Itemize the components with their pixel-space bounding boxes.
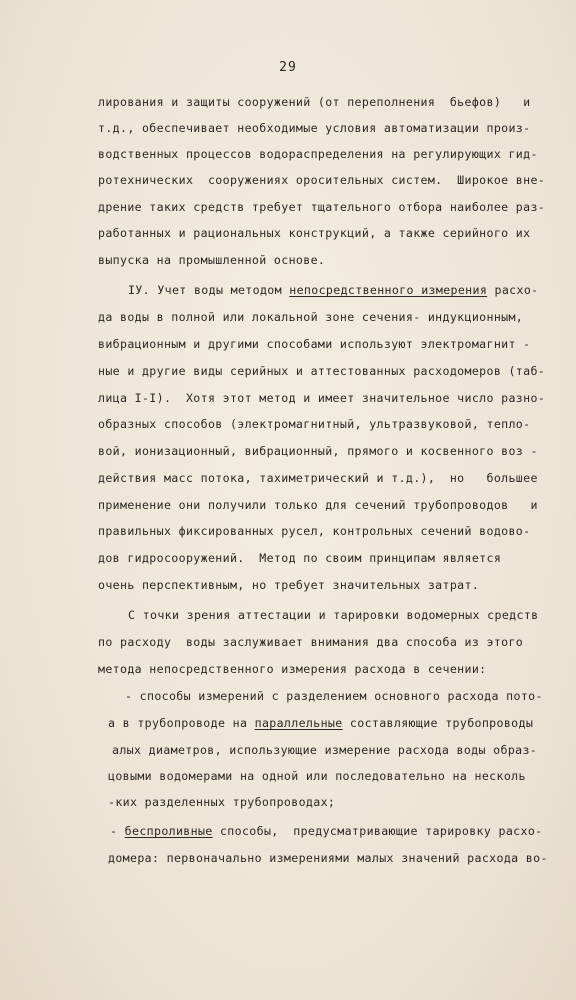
text-segment: по расходу воды заслуживает внимания два способа из этого bbox=[98, 635, 524, 649]
text-segment: т.д., обеспечивает необходимые условия автоматизации произ- bbox=[98, 121, 531, 135]
text-line bbox=[0, 390, 576, 406]
text-segment: правильных фиксированных русел, контрольных сечений водово- bbox=[98, 524, 531, 538]
text-segment: дов гидросооружений. Метод по своим принципам является bbox=[98, 551, 502, 565]
text-segment: да воды в полной или локальной зоне сечения- индукционным, bbox=[98, 310, 524, 324]
text-line bbox=[0, 282, 576, 298]
text-line bbox=[0, 607, 576, 623]
text-line bbox=[0, 850, 576, 866]
underlined-text: параллельные bbox=[254, 716, 343, 730]
text-segment: С точки зрения аттестации и тарировки водомерных средств bbox=[128, 608, 539, 622]
text-segment: действия масс потока, тахиметрический и т.д.), но большее bbox=[98, 471, 538, 485]
text-line bbox=[0, 715, 576, 731]
text-line bbox=[0, 470, 576, 486]
text-segment: вой, ионизационный, вибрационный, прямого и косвенного воз - bbox=[98, 444, 538, 458]
text-segment: работанных и рациональных конструкций, а также серийного их bbox=[98, 226, 531, 240]
text-segment: вибрационным и другими способами используют электромагнит - bbox=[98, 337, 531, 351]
text-segment: лирования и защиты сооружений (от переполнения бьефов) и bbox=[98, 95, 531, 109]
text-line bbox=[0, 416, 576, 432]
underlined-text: беспроливные bbox=[124, 824, 213, 838]
text-segment: IУ. Учет воды методом bbox=[128, 283, 290, 297]
text-segment: составляющие трубопроводы bbox=[342, 716, 534, 730]
text-line bbox=[0, 823, 576, 839]
text-segment: образных способов (электромагнитный, ультразвуковой, тепло- bbox=[98, 417, 531, 431]
text-line bbox=[0, 443, 576, 459]
text-segment: водственных процессов водораспределения на регулирующих гид- bbox=[98, 147, 538, 161]
text-line bbox=[0, 146, 576, 162]
text-segment: выпуска на промышленной основе. bbox=[98, 253, 326, 267]
page-number: 29 bbox=[279, 60, 297, 75]
text-line bbox=[0, 688, 576, 704]
text-segment: способы, предусматривающие тарировку расхо- bbox=[212, 824, 543, 838]
text-line bbox=[0, 172, 576, 188]
text-segment: - способы измерений с разделением основного расхода пото- bbox=[125, 689, 543, 703]
text-line bbox=[0, 634, 576, 650]
text-line bbox=[0, 497, 576, 513]
text-segment: лица I-I). Хотя этот метод и имеет значительное число разно- bbox=[98, 391, 546, 405]
text-line bbox=[0, 794, 576, 810]
text-segment: цовыми водомерами на одной или последовательно на несколь bbox=[108, 769, 526, 783]
underlined-text: непосредственного измерения bbox=[289, 283, 488, 297]
text-line bbox=[0, 309, 576, 325]
text-line bbox=[0, 199, 576, 215]
text-line bbox=[0, 363, 576, 379]
text-line bbox=[0, 577, 576, 593]
text-line bbox=[0, 120, 576, 136]
text-line bbox=[0, 252, 576, 268]
text-line bbox=[0, 768, 576, 784]
text-line bbox=[0, 742, 576, 758]
text-segment: - bbox=[110, 824, 125, 838]
text-segment: а в трубопроводе на bbox=[108, 716, 255, 730]
text-segment: дрение таких средств требует тщательного отбора наиболее раз- bbox=[98, 200, 546, 214]
text-segment: расхо- bbox=[487, 283, 539, 297]
text-line bbox=[0, 523, 576, 539]
text-line bbox=[0, 336, 576, 352]
text-segment: -ких разделенных трубопроводах; bbox=[108, 795, 336, 809]
text-line bbox=[0, 94, 576, 110]
text-line bbox=[0, 225, 576, 241]
text-segment: алых диаметров, использующие измерение расхода воды образ- bbox=[112, 743, 538, 757]
text-segment: ные и другие виды серийных и аттестованных расходомеров (таб- bbox=[98, 364, 546, 378]
text-segment: ротехнических сооружениях оросительных систем. Широкое вне- bbox=[98, 173, 546, 187]
text-line bbox=[0, 550, 576, 566]
text-segment: домера: первоначально измерениями малых значений расхода во- bbox=[108, 851, 548, 865]
text-line bbox=[0, 661, 576, 677]
text-segment: очень перспективным, но требует значительных затрат. bbox=[98, 578, 480, 592]
text-segment: метода непосредственного измерения расхода в сечении: bbox=[98, 662, 487, 676]
text-segment: применение они получили только для сечений трубопроводов и bbox=[98, 498, 538, 512]
